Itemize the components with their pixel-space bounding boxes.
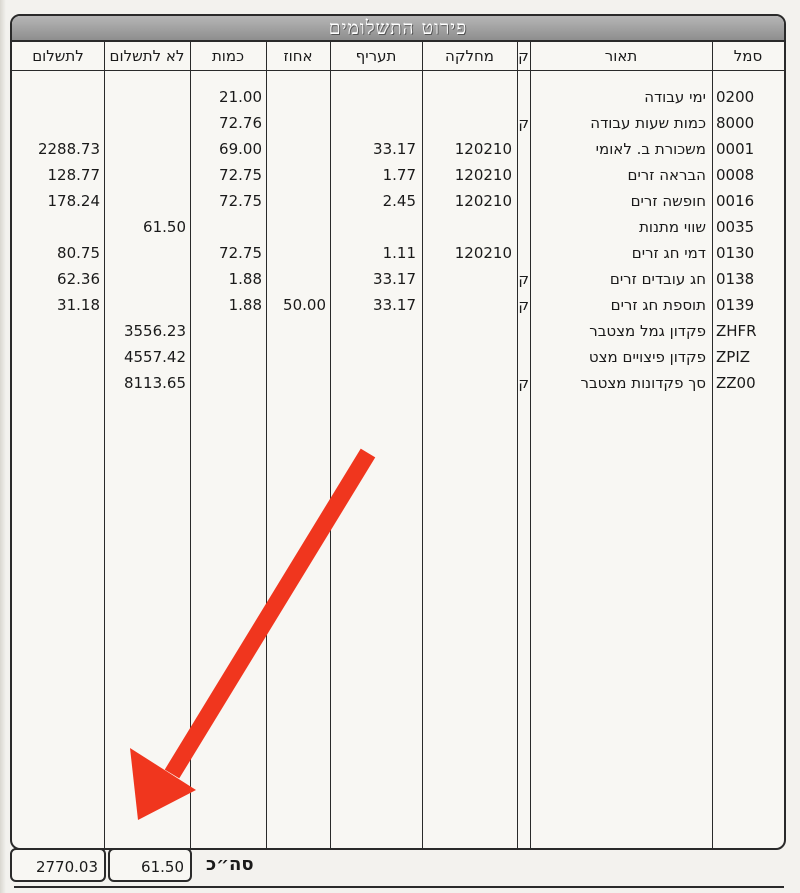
- cell-department: [422, 344, 512, 370]
- cell-k: ק: [518, 374, 529, 392]
- cell-quantity: 1.88: [228, 270, 262, 288]
- cell-rate: [330, 110, 416, 136]
- cell-symbol: 0138: [716, 270, 755, 288]
- header-divider: [12, 70, 784, 71]
- cell-description: חג עובדים זרים: [609, 270, 706, 288]
- cell-description: ימי עבודה: [644, 88, 706, 106]
- cell-for-payment: [12, 84, 100, 110]
- cell-quantity: 1.88: [228, 296, 262, 314]
- cell-rate: [330, 214, 416, 240]
- cell-symbol: ZPIZ: [716, 348, 751, 366]
- cell-not-for-payment: 3556.23: [123, 322, 186, 340]
- cell-for-payment: 62.36: [57, 270, 100, 288]
- cell-description: שווי מתנות: [639, 218, 706, 236]
- cell-percent: 50.00: [283, 296, 326, 314]
- cell-department: 120210: [454, 244, 512, 262]
- cell-percent: [266, 110, 326, 136]
- cell-for-payment: [12, 110, 100, 136]
- cell-description: פקדון גמל מצטבר: [589, 322, 706, 340]
- cell-quantity: 72.76: [219, 114, 262, 132]
- cell-k: [517, 188, 529, 214]
- cell-department: [422, 266, 512, 292]
- table-title: פירוט התשלומים: [328, 17, 468, 39]
- cell-description: משכורת ב. לאומי: [595, 140, 706, 158]
- cell-symbol: 0008: [716, 166, 755, 184]
- cell-k: [517, 214, 529, 240]
- header-for-payment: לתשלום: [32, 47, 84, 65]
- header-description: תאור: [604, 47, 638, 65]
- cell-quantity: 72.75: [219, 166, 262, 184]
- cell-percent: [266, 370, 326, 396]
- cell-department: 120210: [454, 140, 512, 158]
- cell-percent: [266, 344, 326, 370]
- cell-k: [517, 344, 529, 370]
- cell-not-for-payment: [104, 188, 186, 214]
- cell-not-for-payment: 61.50: [143, 218, 186, 236]
- cell-percent: [266, 84, 326, 110]
- totals-row: [10, 848, 782, 884]
- cell-rate: 33.17: [373, 140, 416, 158]
- cell-rate: [330, 344, 416, 370]
- cell-department: [422, 370, 512, 396]
- cell-description: תוספת חג זרים: [610, 296, 706, 314]
- cell-k: ק: [518, 270, 529, 288]
- cell-for-payment: 178.24: [47, 192, 100, 210]
- cell-rate: [330, 370, 416, 396]
- cell-department: [422, 110, 512, 136]
- cell-not-for-payment: 8113.65: [123, 374, 186, 392]
- cell-quantity: [190, 370, 262, 396]
- cell-for-payment: [12, 318, 100, 344]
- cell-k: [517, 136, 529, 162]
- cell-rate: 1.11: [382, 244, 416, 262]
- totals-label: סה״כ: [206, 854, 254, 875]
- cell-symbol: ZZ00: [716, 374, 756, 392]
- payments-table: [10, 14, 786, 850]
- header-department: מחלקה: [445, 47, 494, 65]
- total-not-for-payment: 61.50: [108, 848, 192, 882]
- cell-department: [422, 214, 512, 240]
- cell-quantity: [190, 214, 262, 240]
- cell-department: [422, 318, 512, 344]
- cell-rate: 2.45: [382, 192, 416, 210]
- cell-k: [517, 318, 529, 344]
- cell-for-payment: [12, 370, 100, 396]
- cell-k: [517, 162, 529, 188]
- cell-percent: [266, 136, 326, 162]
- cell-quantity: 72.75: [219, 192, 262, 210]
- cell-description: פקדון פיצויים מצט: [588, 348, 706, 366]
- cell-description: כמות שעות עבודה: [590, 114, 706, 132]
- cell-symbol: 0016: [716, 192, 755, 210]
- cell-symbol: 0130: [716, 244, 755, 262]
- total-for-payment: 2770.03: [10, 848, 106, 882]
- cell-k: [517, 240, 529, 266]
- cell-for-payment: [12, 214, 100, 240]
- cell-k: ק: [518, 114, 529, 132]
- cell-quantity: 69.00: [219, 140, 262, 158]
- cell-not-for-payment: [104, 84, 186, 110]
- cell-symbol: 0035: [716, 218, 755, 236]
- cell-not-for-payment: [104, 292, 186, 318]
- cell-quantity: [190, 344, 262, 370]
- cell-not-for-payment: [104, 110, 186, 136]
- cell-rate: 33.17: [373, 270, 416, 288]
- header-percent: אחוז: [283, 47, 313, 65]
- title-band: [12, 16, 784, 42]
- cell-for-payment: 31.18: [57, 296, 100, 314]
- cell-not-for-payment: [104, 136, 186, 162]
- cell-quantity: 21.00: [219, 88, 262, 106]
- cell-for-payment: [12, 344, 100, 370]
- page-edge: [0, 0, 6, 893]
- cell-not-for-payment: [104, 240, 186, 266]
- cell-symbol: 0139: [716, 296, 755, 314]
- cell-for-payment: 128.77: [47, 166, 100, 184]
- cell-department: [422, 84, 512, 110]
- cell-symbol: 0200: [716, 88, 755, 106]
- cell-department: 120210: [454, 166, 512, 184]
- cell-percent: [266, 318, 326, 344]
- cell-rate: 33.17: [373, 296, 416, 314]
- cell-department: [422, 292, 512, 318]
- column-divider: [712, 42, 713, 848]
- cell-description: סך פקדונות מצטבר: [580, 374, 706, 392]
- cell-not-for-payment: [104, 266, 186, 292]
- cell-for-payment: 80.75: [57, 244, 100, 262]
- cell-symbol: ZHFR: [716, 322, 757, 340]
- cell-quantity: [190, 318, 262, 344]
- cell-rate: [330, 318, 416, 344]
- header-quantity: כמות: [211, 47, 245, 65]
- cell-not-for-payment: 4557.42: [123, 348, 186, 366]
- header-not-for-payment: לא לתשלום: [109, 47, 185, 65]
- header-k: ק: [518, 47, 529, 65]
- bottom-rule: [14, 886, 784, 892]
- cell-k: ק: [518, 296, 529, 314]
- cell-percent: [266, 188, 326, 214]
- cell-rate: 1.77: [382, 166, 416, 184]
- cell-symbol: 0001: [716, 140, 755, 158]
- cell-department: 120210: [454, 192, 512, 210]
- cell-percent: [266, 240, 326, 266]
- cell-percent: [266, 266, 326, 292]
- cell-percent: [266, 162, 326, 188]
- cell-quantity: 72.75: [219, 244, 262, 262]
- header-symbol: סמל: [733, 47, 763, 65]
- cell-percent: [266, 214, 326, 240]
- cell-for-payment: 2288.73: [37, 140, 100, 158]
- cell-description: חופשה זרים: [630, 192, 706, 210]
- cell-rate: [330, 84, 416, 110]
- cell-not-for-payment: [104, 162, 186, 188]
- cell-symbol: 8000: [716, 114, 755, 132]
- cell-description: הבראה זרים: [627, 166, 706, 184]
- cell-k: [517, 84, 529, 110]
- cell-description: דמי חג זרים: [631, 244, 706, 262]
- header-rate: תעריף: [355, 47, 397, 65]
